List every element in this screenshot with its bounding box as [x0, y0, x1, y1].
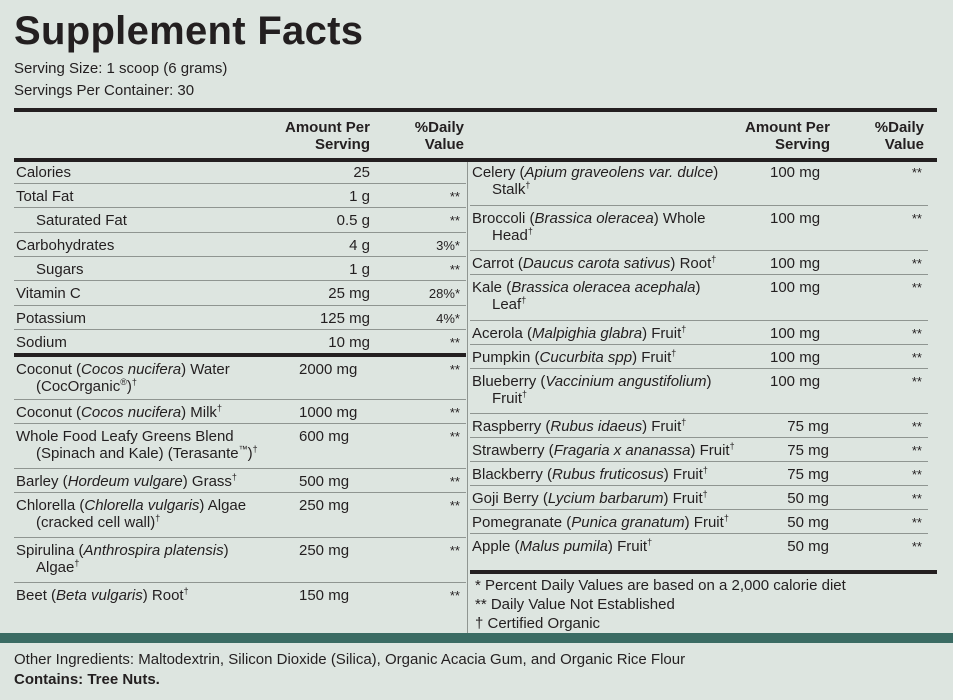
ingredient-row	[470, 345, 928, 369]
organic-dagger: †	[681, 417, 687, 427]
column-divider	[467, 162, 468, 633]
name-prefix: Pumpkin (	[472, 349, 540, 366]
amount-header: Amount Per Serving	[744, 119, 830, 153]
ingredient-row	[470, 534, 928, 558]
ingredient-name-line1	[472, 490, 708, 507]
ingredient-row	[14, 469, 466, 493]
ingredient-name-line2	[16, 445, 258, 462]
organic-dagger: †	[216, 403, 222, 413]
nutrient-row	[14, 184, 466, 208]
ingredient-name-line1	[472, 514, 729, 531]
nutrient-amount: 1 g	[349, 261, 370, 278]
name-suffix: ) Fruit	[642, 325, 682, 342]
nutrient-amount: 1 g	[349, 188, 370, 205]
ingredient-daily-value: **	[911, 467, 922, 482]
nutrient-name: Calories	[16, 164, 72, 181]
ingredient-row	[14, 400, 466, 424]
latin-name: Cocos nucifera	[81, 361, 182, 378]
ingredient-row	[14, 493, 466, 538]
ingredient-daily-value: **	[911, 326, 922, 341]
name-prefix: Strawberry (	[472, 442, 554, 459]
ingredient-row	[14, 583, 466, 607]
nutrient-amount: 25 mg	[328, 285, 370, 302]
ingredient-amount: 250 mg	[299, 542, 350, 559]
ingredient-daily-value: **	[911, 211, 922, 226]
ingredient-amount: 100 mg	[770, 210, 821, 227]
organic-dagger: †	[74, 558, 80, 568]
organic-dagger: †	[671, 348, 677, 358]
name-prefix: Goji Berry (	[472, 490, 548, 507]
organic-dagger: †	[155, 513, 161, 523]
latin-name: Rubus idaeus	[550, 418, 643, 435]
ingredient-row	[470, 414, 928, 438]
organic-dagger: †	[702, 465, 708, 475]
nutrient-row	[14, 160, 466, 184]
ingredient-row	[470, 486, 928, 510]
ingredient-row	[14, 538, 466, 583]
ingredient-daily-value: **	[449, 498, 460, 513]
name-suffix: ) Algae	[199, 497, 247, 514]
nutrient-amount: 10 mg	[328, 334, 370, 351]
ingredient-name-line2	[16, 559, 229, 576]
latin-name: Punica granatum	[571, 514, 685, 531]
nutrient-daily-value: 3%*	[436, 238, 460, 253]
left-rows	[14, 160, 466, 607]
ingredient-amount: 100 mg	[770, 373, 821, 390]
name-suffix: ) Root	[142, 587, 184, 604]
ingredient-amount: 600 mg	[299, 428, 350, 445]
nutrient-name: Carbohydrates	[16, 237, 115, 254]
latin-name: Vaccinium angustifolium	[545, 373, 707, 390]
footnote-3: † Certified Organic	[475, 615, 601, 632]
ingredient-name	[472, 514, 729, 531]
name-prefix: Coconut (	[16, 361, 82, 378]
name-prefix: Whole Food Leafy Greens Blend	[16, 428, 234, 445]
nutrient-daily-value: **	[449, 213, 460, 228]
nutrient-amount: 4 g	[349, 237, 370, 254]
ingredient-name	[472, 418, 686, 435]
ingredient-name-line2	[472, 390, 712, 407]
name-prefix: Pomegranate (	[472, 514, 572, 531]
nutrient-row	[14, 233, 466, 257]
name-line2: (CocOrganic	[36, 378, 121, 395]
ingredient-name	[472, 164, 718, 198]
name-prefix: Broccoli (	[472, 210, 535, 227]
footnote-2: ** Daily Value Not Established	[475, 596, 675, 613]
ingredient-row	[470, 462, 928, 486]
nutrient-row	[14, 257, 466, 281]
name-suffix: ) Milk	[181, 404, 217, 421]
name-suffix: ) Fruit	[684, 514, 724, 531]
ingredient-name	[16, 587, 189, 604]
ingredient-daily-value: **	[449, 429, 460, 444]
latin-name: Lycium barbarum	[547, 490, 664, 507]
name-suffix: )	[713, 164, 719, 181]
ingredient-name	[472, 490, 708, 507]
footnote-1: * Percent Daily Values are based on a 2,000 calorie diet	[475, 577, 846, 594]
name-prefix: Blackberry (	[472, 466, 553, 483]
ingredient-daily-value: **	[449, 362, 460, 377]
ingredient-name-line1	[16, 428, 234, 445]
ingredient-name-line1	[16, 361, 230, 378]
name-suffix: ) Root	[670, 255, 712, 272]
ingredient-daily-value: **	[449, 588, 460, 603]
name-line2: Fruit	[492, 390, 522, 407]
nutrient-name: Saturated Fat	[36, 212, 127, 229]
organic-dagger: †	[252, 444, 258, 454]
nutrient-name: Sodium	[16, 334, 67, 351]
organic-dagger: †	[681, 324, 687, 334]
nutrient-amount: 0.5 g	[336, 212, 370, 229]
ingredient-amount: 2000 mg	[299, 361, 358, 378]
name-suffix: )	[223, 542, 229, 559]
ingredient-row	[470, 251, 928, 275]
organic-dagger: †	[131, 377, 137, 387]
latin-name: Malus pumila	[519, 538, 608, 555]
nutrient-name: Potassium	[16, 310, 87, 327]
ingredient-name-line2	[16, 378, 230, 395]
teal-band	[0, 633, 953, 643]
name-prefix: Kale (	[472, 279, 512, 296]
ingredient-amount: 50 mg	[787, 490, 829, 507]
ingredient-name	[16, 542, 229, 576]
ingredient-amount: 100 mg	[770, 164, 821, 181]
ingredient-name-line1	[472, 164, 718, 181]
name-suffix: ) Water	[181, 361, 230, 378]
servings-per-container: Servings Per Container: 30	[14, 82, 195, 99]
ingredient-daily-value: **	[911, 280, 922, 295]
name-line2: (cracked cell wall)	[36, 514, 156, 531]
ingredient-amount: 500 mg	[299, 473, 350, 490]
latin-name: Rubus fruticosus	[552, 466, 664, 483]
organic-dagger: †	[647, 537, 653, 547]
ingredient-name	[16, 473, 237, 490]
left-header	[14, 112, 466, 160]
ingredient-amount: 50 mg	[787, 514, 829, 531]
name-line2: Head	[492, 227, 528, 244]
daily-value-header: %Daily Value	[874, 119, 924, 153]
name-prefix: Chlorella (	[16, 497, 85, 514]
ingredient-name-line1	[472, 349, 676, 366]
name-line2-suffix: )	[247, 445, 253, 462]
ingredient-row	[470, 160, 928, 206]
name-suffix: ) Fruit	[663, 490, 703, 507]
right-header	[470, 112, 928, 160]
organic-dagger: †	[723, 513, 729, 523]
ingredient-row	[470, 275, 928, 321]
ingredient-name	[472, 210, 705, 244]
organic-dagger: †	[183, 586, 189, 596]
latin-name: Cucurbita spp	[539, 349, 633, 366]
name-line2: (Spinach and Kale) (Terasante	[36, 445, 239, 462]
name-prefix: Beet (	[16, 587, 57, 604]
ingredient-name	[472, 373, 712, 407]
name-prefix: Blueberry (	[472, 373, 546, 390]
name-suffix: ) Fruit	[632, 349, 672, 366]
ingredient-row	[470, 321, 928, 345]
ingredient-name	[472, 442, 735, 459]
nutrient-daily-value: **	[449, 262, 460, 277]
organic-dagger: †	[711, 254, 717, 264]
ingredient-daily-value: **	[911, 443, 922, 458]
name-line2: Algae	[36, 559, 75, 576]
nutrient-amount: 125 mg	[319, 310, 370, 327]
ingredient-name	[16, 404, 222, 421]
ingredient-name-line2	[472, 227, 705, 244]
name-prefix: Acerola (	[472, 325, 533, 342]
ingredient-name	[16, 497, 246, 531]
latin-name: Malpighia glabra	[532, 325, 643, 342]
footnote-rule	[470, 570, 937, 574]
organic-dagger: †	[527, 226, 533, 236]
ingredient-daily-value: **	[911, 165, 922, 180]
nutrient-row	[14, 330, 466, 357]
other-ingredients: Other Ingredients: Maltodextrin, Silicon Dioxide (Silica), Organic Acacia Gum, and Organic Rice Flour	[14, 651, 686, 668]
organic-dagger: †	[702, 489, 708, 499]
ingredient-name-line1	[472, 325, 686, 342]
trademark-mark: ™	[238, 444, 248, 454]
ingredient-amount: 75 mg	[787, 442, 829, 459]
nutrient-name: Vitamin C	[16, 285, 81, 302]
ingredient-daily-value: **	[911, 256, 922, 271]
latin-name: Hordeum vulgare	[67, 473, 183, 490]
ingredient-row	[14, 424, 466, 469]
latin-name: Cocos nucifera	[81, 404, 182, 421]
latin-name: Fragaria x ananassa	[553, 442, 691, 459]
latin-name: Anthrospira platensis	[83, 542, 224, 559]
nutrient-daily-value: 4%*	[436, 311, 460, 326]
right-column	[470, 112, 928, 558]
nutrient-row	[14, 208, 466, 233]
latin-name: Brassica oleracea acephala	[511, 279, 696, 296]
name-line2: Leaf	[492, 296, 522, 313]
name-suffix: ) Fruit	[663, 466, 703, 483]
nutrient-daily-value: 28%*	[428, 286, 460, 301]
nutrient-daily-value: **	[449, 189, 460, 204]
ingredient-daily-value: **	[911, 539, 922, 554]
ingredient-name-line1	[16, 473, 237, 490]
latin-name: Brassica oleracea	[534, 210, 654, 227]
name-prefix: Celery (	[472, 164, 525, 181]
name-prefix: Apple (	[472, 538, 520, 555]
ingredient-name-line1	[472, 255, 716, 272]
nutrient-name: Total Fat	[16, 188, 74, 205]
ingredient-row	[14, 357, 466, 400]
latin-name: Daucus carota sativus	[522, 255, 671, 272]
ingredient-name-line2	[472, 181, 718, 198]
ingredient-row	[470, 510, 928, 534]
ingredient-amount: 100 mg	[770, 349, 821, 366]
ingredient-amount: 75 mg	[787, 466, 829, 483]
name-prefix: Coconut (	[16, 404, 82, 421]
latin-name: Chlorella vulgaris	[84, 497, 200, 514]
latin-name: Apium graveolens var. dulce	[524, 164, 714, 181]
allergen-statement: Contains: Tree Nuts.	[14, 671, 160, 688]
organic-dagger: †	[231, 472, 237, 482]
ingredient-name-line1	[472, 442, 735, 459]
name-suffix: ) Fruit	[690, 442, 730, 459]
trademark-mark: ®	[120, 377, 127, 387]
name-prefix: Barley (	[16, 473, 68, 490]
ingredient-daily-value: **	[449, 543, 460, 558]
organic-dagger: †	[729, 441, 735, 451]
ingredient-amount: 100 mg	[770, 255, 821, 272]
ingredient-name	[16, 361, 230, 395]
ingredient-amount: 75 mg	[787, 418, 829, 435]
ingredient-daily-value: **	[911, 374, 922, 389]
ingredient-name-line1	[16, 497, 246, 514]
ingredient-name-line1	[472, 279, 700, 296]
ingredient-name	[472, 279, 700, 313]
ingredient-daily-value: **	[911, 491, 922, 506]
name-line2: Stalk	[492, 181, 526, 198]
ingredient-name-line2	[16, 514, 246, 531]
left-column	[14, 112, 466, 607]
ingredient-name-line2	[472, 296, 700, 313]
ingredient-name	[16, 428, 258, 462]
ingredient-name-line1	[472, 373, 712, 390]
ingredient-amount: 50 mg	[787, 538, 829, 555]
organic-dagger: †	[522, 389, 528, 399]
ingredient-name-line1	[16, 542, 229, 559]
ingredient-amount: 100 mg	[770, 325, 821, 342]
ingredient-name-line1	[16, 587, 189, 604]
ingredient-name-line1	[472, 418, 686, 435]
ingredient-daily-value: **	[449, 474, 460, 489]
name-suffix: ) Fruit	[642, 418, 682, 435]
ingredient-row	[470, 438, 928, 462]
ingredient-amount: 1000 mg	[299, 404, 358, 421]
ingredient-daily-value: **	[449, 405, 460, 420]
name-prefix: Raspberry (	[472, 418, 551, 435]
panel-title: Supplement Facts	[14, 9, 364, 53]
ingredient-row	[470, 206, 928, 251]
ingredient-name	[472, 538, 652, 555]
amount-header: Amount Per Serving	[284, 119, 370, 153]
right-rows	[470, 160, 928, 558]
ingredient-name	[472, 325, 686, 342]
ingredient-daily-value: **	[911, 419, 922, 434]
ingredient-name-line1	[472, 210, 705, 227]
name-suffix: )	[695, 279, 701, 296]
nutrient-daily-value: **	[449, 335, 460, 350]
organic-dagger: †	[525, 180, 531, 190]
ingredient-name	[472, 255, 716, 272]
daily-value-header: %Daily Value	[414, 119, 464, 153]
ingredient-amount: 250 mg	[299, 497, 350, 514]
nutrient-amount: 25	[353, 164, 370, 181]
ingredient-daily-value: **	[911, 515, 922, 530]
ingredient-row	[470, 369, 928, 414]
ingredient-amount: 100 mg	[770, 279, 821, 296]
ingredient-name-line1	[472, 466, 708, 483]
nutrient-row	[14, 281, 466, 306]
name-prefix: Spirulina (	[16, 542, 84, 559]
nutrient-row	[14, 306, 466, 330]
name-line2-suffix: )	[126, 378, 132, 395]
serving-size: Serving Size: 1 scoop (6 grams)	[14, 60, 228, 77]
name-suffix: ) Whole	[653, 210, 706, 227]
ingredient-name-line1	[16, 404, 222, 421]
ingredient-name	[472, 466, 708, 483]
organic-dagger: †	[521, 295, 527, 305]
name-suffix: ) Grass	[182, 473, 232, 490]
ingredient-daily-value: **	[911, 350, 922, 365]
name-prefix: Carrot (	[472, 255, 523, 272]
nutrient-name: Sugars	[36, 261, 84, 278]
ingredient-amount: 150 mg	[299, 587, 350, 604]
latin-name: Beta vulgaris	[56, 587, 143, 604]
name-suffix: )	[706, 373, 712, 390]
name-suffix: ) Fruit	[607, 538, 648, 555]
ingredient-name	[472, 349, 676, 366]
ingredient-name-line1	[472, 538, 652, 555]
